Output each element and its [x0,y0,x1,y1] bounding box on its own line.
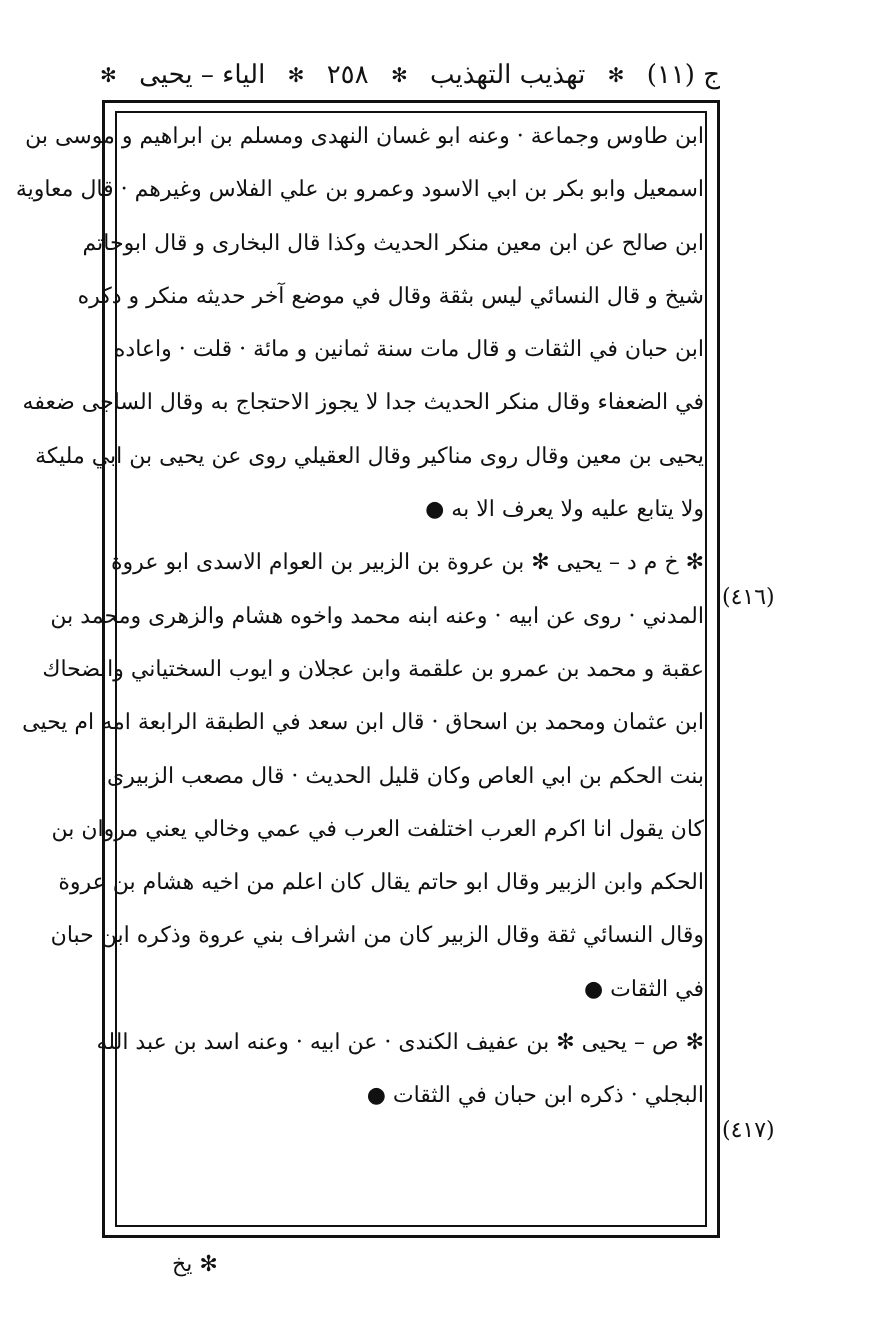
volume-label: ج (١١) [646,60,720,90]
ornament-icon: ✻ [607,63,625,87]
text-line: الحكم وابن الزبير وقال ابو حاتم يقال كان اعلم من اخيه هشام بن عروة [58,870,704,896]
entry-number: (٤١٦) [722,585,775,610]
text-line: عقبة و محمد بن عمرو بن علقمة وابن عجلان و ايوب السختياني والضحاك [42,656,704,682]
text-line: البجلي · ذكره ابن حبان في الثقات ● [366,1083,704,1109]
entry-heading-line: ✻ خ م د – يحيى ✻ بن عروة بن الزبير بن العوام الاسدى ابو عروة [111,550,704,576]
text-line: المدني · روى عن ابيه · وعنه ابنه محمد واخوه هشام والزهرى ومحمد بن [50,603,704,629]
text-line: ابن حبان في الثقات و قال مات سنة ثمانين و مائة · قلت · واعاده [113,337,704,363]
text-line: بنت الحكم بن ابي العاص وكان قليل الحديث · قال مصعب الزبيرى [107,763,704,789]
text-line: يحيى بن معين وقال روى مناكير وقال العقيلي روى عن يحيى بن ابي مليكة [35,443,704,469]
text-line: ابن صالح عن ابن معين منكر الحديث وكذا قال البخارى و قال ابوحاتم [82,230,704,256]
ornament-icon: ✻ [287,63,305,87]
text-line: ابن طاوس وجماعة · وعنه ابو غسان النهدى ومسلم بن ابراهيم و موسى بن [25,124,704,149]
text-line: شيخ و قال النسائي ليس بثقة وقال في موضع آخر حديثه منكر و ذكره [77,283,704,309]
text-line: في الثقات ● [583,976,704,1002]
text-line: كان يقول انا اكرم العرب اختلفت العرب في عمي وخالي يعني مروان بن [51,816,704,842]
text-line: ابن عثمان ومحمد بن اسحاق · قال ابن سعد في الطبقة الرابعة امه ام يحيى [22,710,704,736]
body-text [15,110,704,1123]
book-title: تهذيب التهذيب [430,60,586,90]
text-line: في الضعفاء وقال منكر الحديث جدا لا يجوز الاحتجاج به وقال الساجى ضعفه [22,390,704,416]
ornament-icon: ✻ [100,63,117,87]
section-label: الياء – يحيى [139,60,266,90]
entry-heading-line: ✻ ص – يحيى ✻ بن عفيف الكندى · عن ابيه · وعنه اسد بن عبد الله [96,1030,704,1056]
catchword: ✻ يخ [172,1252,218,1277]
text-line: ولا يتابع عليه ولا يعرف الا به ● [425,497,704,523]
page-number: ٢٥٨ [326,60,369,90]
entry-number: (٤١٧) [722,1118,775,1143]
text-line: اسمعيل وابو بكر بن ابي الاسود وعمرو بن علي الفلاس وغيرهم · قال معاوية [15,177,704,203]
text-line: وقال النسائي ثقة وقال الزبير كان من اشراف بني عروة وذكره ابن حبان [50,923,704,949]
ornament-icon: ✻ [390,63,408,87]
running-header [100,52,720,98]
